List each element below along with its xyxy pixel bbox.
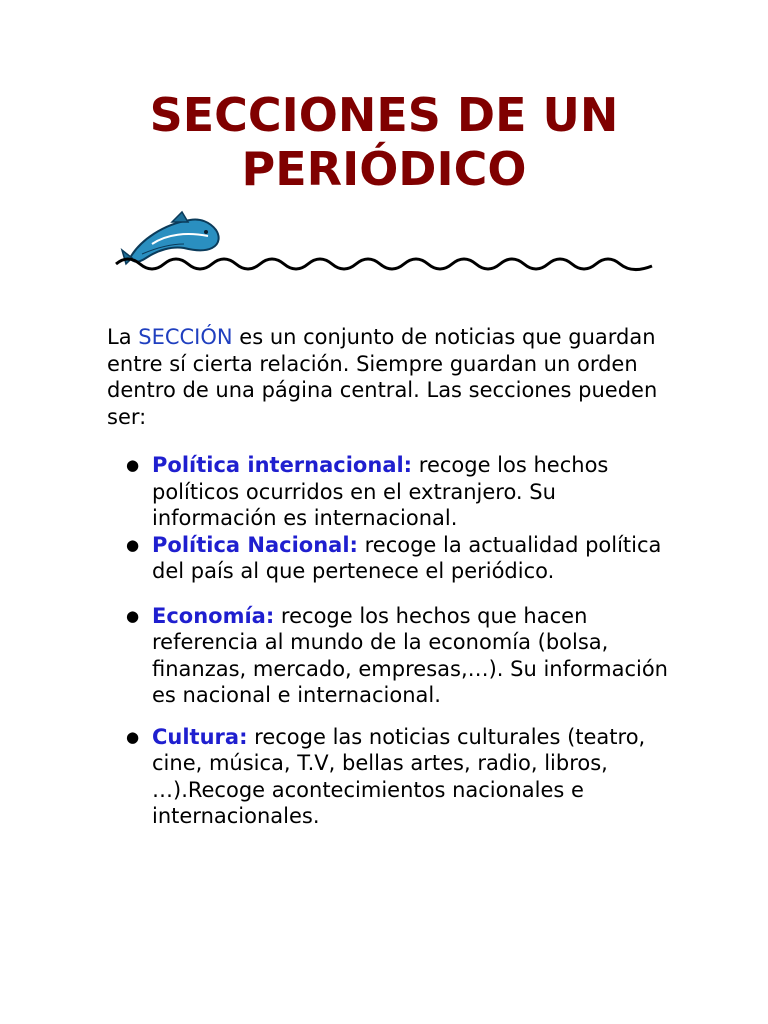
list-item-economia xyxy=(0,603,672,709)
page-title-line-1: SECCIONES DE UN xyxy=(149,88,619,142)
section-description: recoge las noticias culturales (teatro, cine, música, T.V, bellas artes, radio, libros, …).Recoge acontecimientos nacionales e internacionales. xyxy=(152,724,646,828)
section-term: Cultura: xyxy=(152,724,248,749)
bullet-icon: ● xyxy=(126,606,140,625)
sections-list xyxy=(0,452,768,830)
section-term: Economía: xyxy=(152,603,275,628)
intro-paragraph xyxy=(107,324,687,430)
section-description: recoge la actualidad política del país al que pertenece el periódico. xyxy=(152,532,662,583)
bullet-icon: ● xyxy=(126,535,140,554)
section-term: Política Nacional: xyxy=(152,532,358,557)
section-description: recoge los hechos que hacen referencia al mundo de la economía (bolsa, finanzas, mercado, empresas,…). Su información es nacional e internacional. xyxy=(152,603,668,707)
page-title-line-2: PERIÓDICO xyxy=(241,142,527,196)
page-title xyxy=(0,88,768,196)
section-term: Política internacional: xyxy=(152,453,413,477)
wave-line xyxy=(116,259,652,270)
list-item-politica-internacional xyxy=(0,452,672,532)
list-item-cultura xyxy=(0,724,672,830)
list-item-politica-nacional xyxy=(0,532,672,585)
bullet-icon: ● xyxy=(126,456,140,474)
section-description: recoge los hechos políticos ocurridos en el extranjero. Su información es internacional. xyxy=(152,453,609,530)
intro-after: es un conjunto de noticias que guardan entre sí cierta relación. Siempre guardan un orden dentro de una página central. Las secciones pueden ser: xyxy=(107,325,658,429)
intro-highlight: SECCIÓN xyxy=(138,325,233,349)
dolphin-icon xyxy=(122,212,219,264)
dolphin-ornament xyxy=(112,210,657,272)
bullet-icon: ● xyxy=(126,727,140,746)
intro-before: La xyxy=(107,325,139,349)
